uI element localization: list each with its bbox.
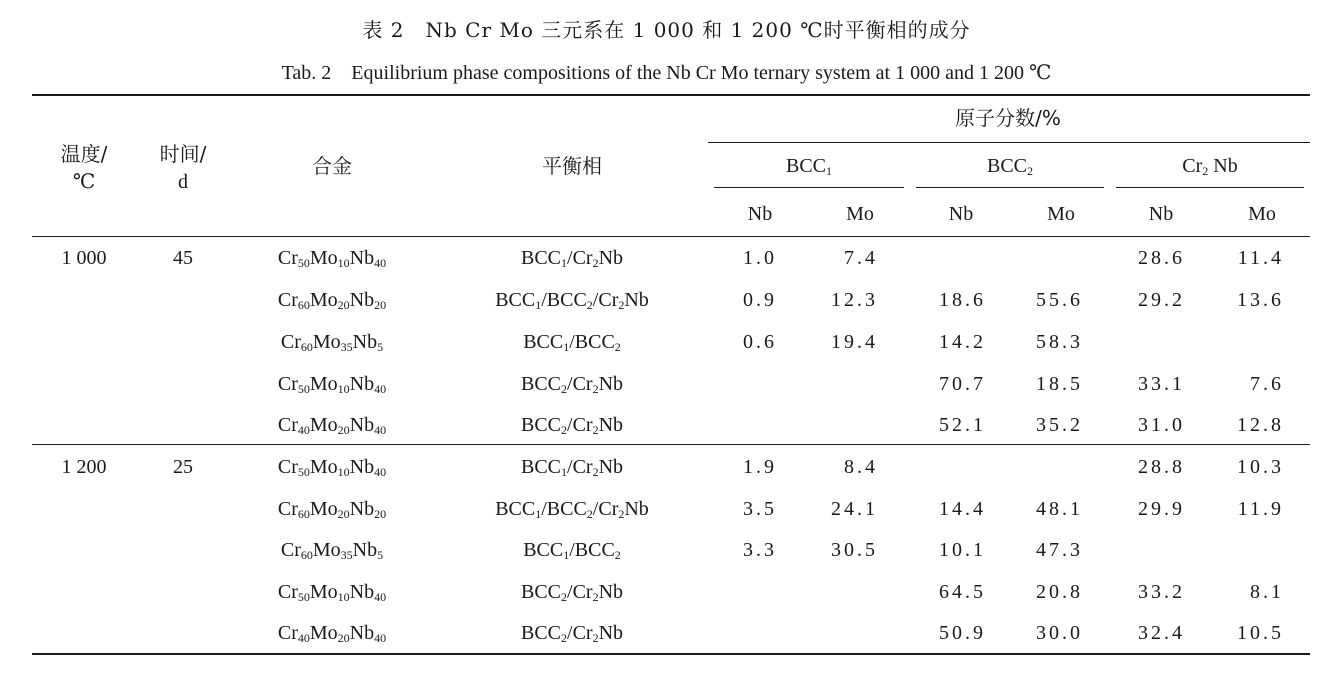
group-tail: Nb: [1208, 155, 1238, 177]
composition-value-cell: 32.4: [1138, 622, 1185, 644]
time-cell: 45: [173, 247, 193, 269]
composition-value-cell: 29.2: [1138, 289, 1185, 311]
composition-value-cell: 64.5: [939, 581, 986, 603]
equilibrium-phase-cell: $BCC_1/BCC_2$: [523, 539, 621, 562]
composition-value-cell: 0.6: [743, 331, 777, 353]
composition-value-cell: 12.3: [831, 289, 878, 311]
equilibrium-phase-cell: $BCC_2/Cr_2Nb$: [520, 622, 624, 645]
subgroup-rule-cr2nb: [1116, 187, 1304, 188]
alloy-cell: $Cr_{50}Mo_{10}Nb_{40}$: [277, 581, 387, 604]
composition-value-cell: 0.9: [743, 289, 777, 311]
top-rule: [32, 94, 1310, 96]
alloy-cell: $Cr_{40}Mo_{20}Nb_{40}$: [277, 414, 387, 437]
equilibrium-phase-cell: $BCC_2/Cr_2Nb$: [520, 414, 624, 437]
composition-value-cell: 47.3: [1036, 539, 1083, 561]
composition-value-cell: 1.0: [743, 247, 777, 269]
composition-value-cell: 30.0: [1036, 622, 1083, 644]
subheader-bcc1-nb: Nb: [747, 203, 773, 225]
composition-value-cell: 10.1: [939, 539, 986, 561]
composition-value-cell: 33.1: [1138, 373, 1185, 395]
equilibrium-phase-cell: $BCC_1/Cr_2Nb$: [520, 456, 624, 479]
alloy-cell: $Cr_{40}Mo_{20}Nb_{40}$: [277, 622, 387, 645]
subgroup-rule-bcc1: [714, 187, 904, 188]
composition-value-cell: 10.3: [1237, 456, 1284, 478]
header-group-bcc2: [987, 154, 1033, 178]
composition-value-cell: 24.1: [831, 498, 878, 520]
composition-value-cell: 7.4: [844, 247, 878, 269]
group-subscript: 1: [826, 164, 833, 178]
equilibrium-phase-cell: $BCC_2/Cr_2Nb$: [520, 373, 624, 396]
composition-value-cell: 58.3: [1036, 331, 1083, 353]
header-time: 时间/: [159, 142, 207, 166]
header-alloy: 合金: [312, 154, 352, 178]
composition-value-cell: 55.6: [1036, 289, 1083, 311]
composition-value-cell: 50.9: [939, 622, 986, 644]
composition-value-cell: 48.1: [1036, 498, 1083, 520]
composition-value-cell: 3.3: [743, 539, 777, 561]
subheader-cr2nb-mo: Mo: [1248, 203, 1276, 225]
alloy-cell: $Cr_{50}Mo_{10}Nb_{40}$: [277, 456, 387, 479]
header-atomic-fraction: 原子分数/%: [955, 106, 1061, 130]
composition-value-cell: 52.1: [939, 414, 986, 436]
composition-value-cell: 1.9: [743, 456, 777, 478]
header-temperature: 温度/: [60, 142, 108, 166]
time-cell: 25: [173, 456, 193, 478]
composition-value-cell: 19.4: [831, 331, 878, 353]
subheader-bcc1-mo: Mo: [846, 203, 874, 225]
equilibrium-phase-cell: $BCC_1/BCC_2/Cr_2Nb$: [495, 498, 649, 521]
group-base: BCC: [986, 155, 1028, 177]
composition-value-cell: 11.9: [1237, 498, 1284, 520]
alloy-cell: $Cr_{50}Mo_{10}Nb_{40}$: [277, 247, 387, 270]
composition-value-cell: 18.6: [939, 289, 986, 311]
composition-value-cell: 20.8: [1036, 581, 1083, 603]
equilibrium-phase-cell: $BCC_1/Cr_2Nb$: [520, 247, 624, 270]
group-rule: [708, 142, 1310, 143]
composition-value-cell: 8.4: [844, 456, 878, 478]
group-subscript: 2: [1202, 164, 1209, 178]
temperature-cell: 1 000: [61, 247, 107, 269]
equilibrium-phase-cell: $BCC_1/BCC_2$: [523, 331, 621, 354]
header-time-unit: d: [178, 171, 188, 193]
composition-value-cell: 28.6: [1138, 247, 1185, 269]
composition-value-cell: 11.4: [1237, 247, 1284, 269]
bottom-rule: [32, 653, 1310, 655]
composition-value-cell: 18.5: [1036, 373, 1083, 395]
subheader-cr2nb-nb: Nb: [1148, 203, 1174, 225]
table-caption-cn: 表 2 Nb Cr Mo 三元系在 1 000 和 1 200 ℃时平衡相的成分: [362, 18, 971, 42]
composition-value-cell: 8.1: [1250, 581, 1284, 603]
alloy-cell: $Cr_{60}Mo_{35}Nb_5$: [280, 331, 384, 354]
alloy-cell: $Cr_{60}Mo_{20}Nb_{20}$: [277, 289, 387, 312]
section-divider-rule: [32, 444, 1310, 445]
composition-value-cell: 3.5: [743, 498, 777, 520]
composition-value-cell: 28.8: [1138, 456, 1185, 478]
alloy-cell: $Cr_{60}Mo_{20}Nb_{20}$: [277, 498, 387, 521]
temperature-cell: 1 200: [61, 456, 107, 478]
subgroup-rule-bcc2: [916, 187, 1104, 188]
group-base: BCC: [785, 155, 827, 177]
header-bottom-rule: [32, 236, 1310, 237]
composition-value-cell: 12.8: [1237, 414, 1284, 436]
group-subscript: 2: [1027, 164, 1034, 178]
header-temperature-unit: ℃: [72, 171, 96, 193]
group-base: Cr: [1182, 155, 1203, 177]
composition-value-cell: 13.6: [1237, 289, 1284, 311]
composition-value-cell: 14.4: [939, 498, 986, 520]
composition-value-cell: 33.2: [1138, 581, 1185, 603]
alloy-cell: $Cr_{60}Mo_{35}Nb_5$: [280, 539, 384, 562]
composition-value-cell: 70.7: [939, 373, 986, 395]
composition-value-cell: 10.5: [1237, 622, 1284, 644]
composition-value-cell: 30.5: [831, 539, 878, 561]
equilibrium-phase-cell: $BCC_2/Cr_2Nb$: [520, 581, 624, 604]
equilibrium-phase-cell: $BCC_1/BCC_2/Cr_2Nb$: [495, 289, 649, 312]
composition-value-cell: 35.2: [1036, 414, 1083, 436]
header-group-bcc1: [786, 154, 832, 178]
header-group-cr2nb: [1182, 154, 1237, 178]
composition-value-cell: 31.0: [1138, 414, 1185, 436]
composition-value-cell: 29.9: [1138, 498, 1185, 520]
subheader-bcc2-nb: Nb: [948, 203, 974, 225]
table-caption-en: Tab. 2 Equilibrium phase compositions of the Nb Cr Mo ternary system at 1 000 and 1 200 ℃: [281, 62, 1052, 84]
alloy-cell: $Cr_{50}Mo_{10}Nb_{40}$: [277, 373, 387, 396]
subheader-bcc2-mo: Mo: [1047, 203, 1075, 225]
composition-value-cell: 14.2: [939, 331, 986, 353]
header-equilibrium-phase: 平衡相: [542, 154, 602, 178]
composition-value-cell: 7.6: [1250, 373, 1284, 395]
